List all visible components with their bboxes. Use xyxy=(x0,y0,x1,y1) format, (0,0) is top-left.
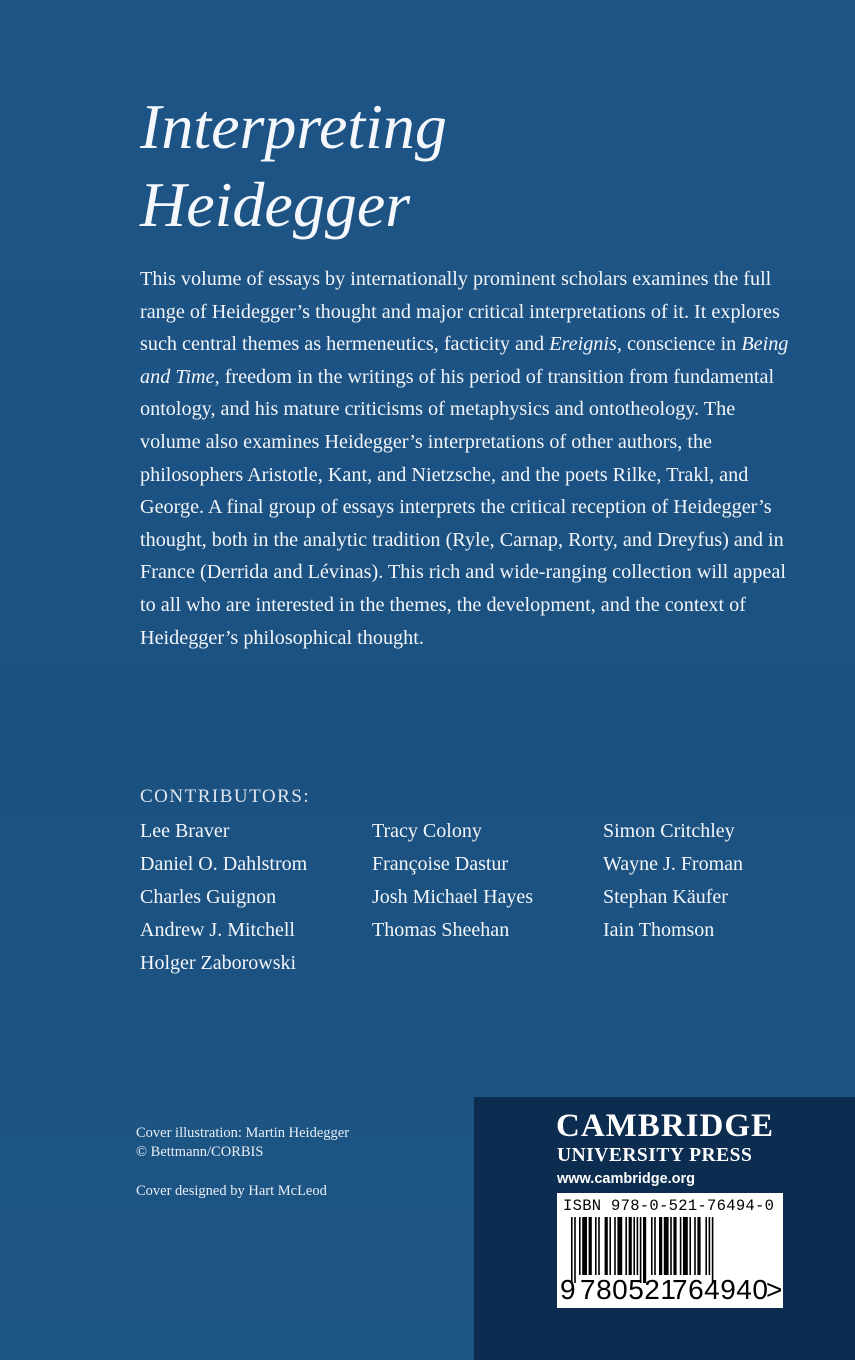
barcode-bar xyxy=(579,1217,581,1275)
contributor-name: Simon Critchley xyxy=(603,820,735,842)
publisher-logo-subtitle: UNIVERSITY PRESS xyxy=(557,1145,753,1166)
blurb-text-3: , freedom in the writings of his period of transition from fundamental ontology, and his mature criticisms of metaphysics and ontotheology. The volume also examines Heidegger’s interpretations of other authors, the philosophers Aristotle, Kant, and Nietzsche, and the poets Rilke, Trakl, and George. A final group of essays interprets the critical reception of Heidegger’s thought, both in the analytic tradition (Ryle, Carnap, Rorty, and Dreyfus) and in France (Derrida and Lévinas). This rich and wide-ranging collection will appeal to all who are interested in the themes, the development, and the context of Heidegger’s philosophical thought. xyxy=(140,365,786,649)
barcode-digit-group-2: 764940 xyxy=(672,1274,769,1305)
barcode-bar xyxy=(595,1217,597,1275)
barcode-bar xyxy=(609,1217,611,1275)
contributor-name: Tracy Colony xyxy=(372,820,482,842)
contributor-name: Andrew J. Mitchell xyxy=(140,919,295,941)
contributor-name: Iain Thomson xyxy=(603,919,715,941)
contributor-name: Thomas Sheehan xyxy=(372,919,510,941)
contributor-name: Holger Zaborowski xyxy=(140,952,297,974)
barcode-bar xyxy=(670,1217,672,1275)
blurb-italic-being-and-time: Being and Time xyxy=(140,333,789,388)
barcode-bar xyxy=(673,1217,676,1275)
barcode-bar xyxy=(697,1217,700,1275)
barcode-bar xyxy=(680,1217,682,1275)
isbn-label: ISBN 978-0-521-76494-0 xyxy=(563,1197,775,1215)
blurb-text-2: , conscience in xyxy=(616,333,742,356)
barcode-bar xyxy=(637,1217,639,1275)
barcode-bar xyxy=(598,1217,600,1275)
barcode-lead-digit: 9 xyxy=(560,1274,576,1305)
contributor-name: Josh Michael Hayes xyxy=(372,886,534,908)
contributors-column-1 xyxy=(140,815,307,980)
isbn-barcode xyxy=(557,1193,783,1308)
contributor-name: Lee Braver xyxy=(140,820,230,842)
barcode-bar xyxy=(689,1217,691,1275)
contributor-name: Charles Guignon xyxy=(140,886,277,908)
title-line-1: Interpreting xyxy=(140,91,447,162)
book-title xyxy=(140,88,760,244)
publisher-url: www.cambridge.org xyxy=(557,1171,696,1187)
contributor-name: Wayne J. Froman xyxy=(603,853,744,875)
barcode-end-mark: > xyxy=(766,1274,783,1305)
barcode-bar xyxy=(659,1217,662,1275)
barcode-bar xyxy=(664,1217,669,1275)
barcode-bar xyxy=(654,1217,656,1275)
contributor-name: Daniel O. Dahlstrom xyxy=(140,853,308,875)
barcode-bar xyxy=(582,1217,587,1275)
contributors-heading: CONTRIBUTORS: xyxy=(140,786,311,807)
barcode-bar xyxy=(633,1217,635,1275)
copyright-credit: © Bettmann/CORBIS xyxy=(136,1144,264,1160)
cover-credits xyxy=(136,1124,349,1201)
barcode-bar xyxy=(614,1217,616,1275)
barcode-bar xyxy=(709,1217,711,1275)
barcode-digit-group-1: 780521 xyxy=(580,1274,677,1305)
barcode-bar xyxy=(625,1217,627,1275)
barcode-bar xyxy=(651,1217,653,1275)
barcode-bar xyxy=(589,1217,592,1275)
barcode-bar xyxy=(694,1217,696,1275)
blurb-paragraph xyxy=(140,263,790,654)
title-line-2: Heidegger xyxy=(140,169,411,240)
barcode-bar xyxy=(629,1217,632,1275)
illustration-credit: Cover illustration: Martin Heidegger xyxy=(136,1125,350,1141)
barcode-bar xyxy=(683,1217,688,1275)
publisher-logo-name: CAMBRIDGE xyxy=(556,1108,775,1144)
barcode-bar xyxy=(605,1217,608,1275)
contributors-column-2 xyxy=(372,815,533,947)
contributors-column-3 xyxy=(603,815,743,947)
contributor-name: Françoise Dastur xyxy=(372,853,509,875)
designer-credit: Cover designed by Hart McLeod xyxy=(136,1183,327,1199)
blurb-text-1: This volume of essays by internationally prominent scholars examines the full range of Heidegger’s thought and major critical interpretations of it. It explores such central themes as hermeneutics, facticity and xyxy=(140,268,780,356)
barcode-bar xyxy=(617,1217,622,1275)
barcode-bar xyxy=(705,1217,707,1275)
blurb-italic-ereignis: Ereignis xyxy=(549,333,617,356)
contributor-name: Stephan Käufer xyxy=(603,886,728,908)
